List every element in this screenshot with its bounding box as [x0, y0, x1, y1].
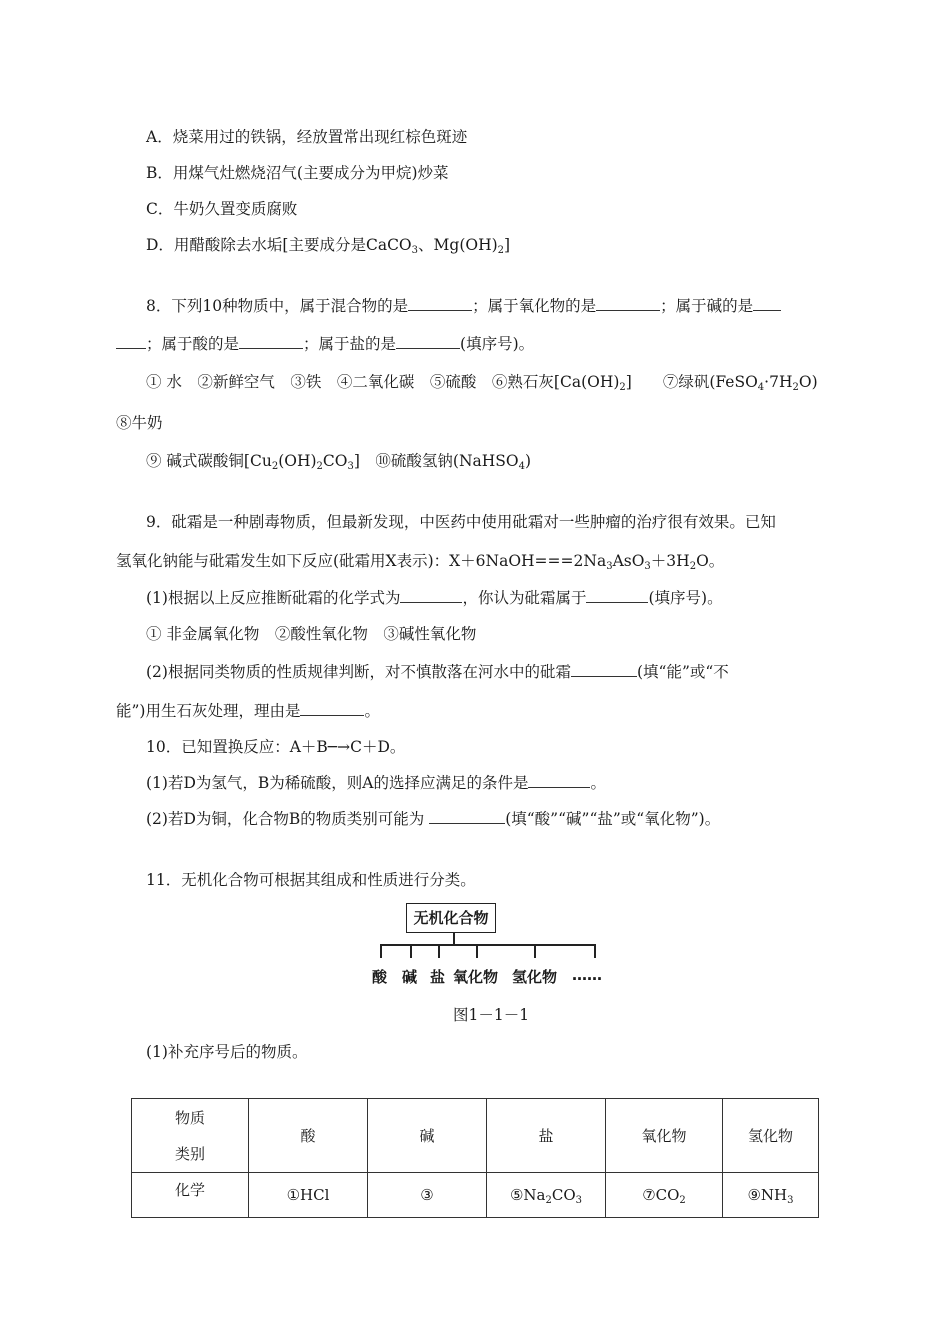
diagram-leaf-acid: 酸 — [372, 968, 388, 986]
q7-option-c: C．牛奶久置变质腐败 — [146, 200, 298, 218]
table-cell: $⑤Na_2CO_3$ — [487, 1173, 606, 1218]
figure-caption: 图1－1－1 — [453, 1006, 530, 1024]
table-cell: $⑦CO_2$ — [606, 1173, 723, 1218]
diagram-branch-tick — [380, 944, 382, 958]
diagram-branch-tick — [438, 944, 440, 958]
substance-table — [131, 1098, 819, 1218]
answer-blank[interactable] — [396, 334, 460, 349]
answer-blank[interactable] — [586, 588, 648, 603]
q10-line-1: 10．已知置换反应：A＋B─→C＋D。 — [146, 738, 406, 756]
q10-part-1: (1)若D为氢气，B为稀硫酸，则A的选择应满足的条件是 。 — [146, 774, 606, 792]
q8-items-line: ① 水 ②新鲜空气 ③铁 ④二氧化碳 ⑤硫酸 ⑥熟石灰$[Ca(OH)_2]$ ⑦绿矾$(FeSO_4\cdot 7H_2O)$ — [146, 373, 818, 393]
table-cell[interactable]: ③ — [368, 1173, 487, 1218]
q8-line-1: 8．下列10种物质中，属于混合物的是 ；属于氧化物的是 ；属于碱的是 — [146, 296, 781, 316]
q9-part-1: (1)根据以上反应推断砒霜的化学式为 ，你认为砒霜属于 (填序号)。 — [146, 589, 723, 607]
answer-blank[interactable] — [300, 701, 364, 716]
answer-blank[interactable] — [408, 296, 472, 311]
answer-blank[interactable] — [571, 662, 637, 677]
answer-blank[interactable] — [239, 334, 303, 349]
table-header-cell: 碱 — [368, 1099, 487, 1173]
diagram-root-box: 无机化合物 — [406, 903, 496, 933]
q9-line-2: 氢氧化钠能与砒霜发生如下反应(砒霜用X表示)：$X+6NaOH===2Na_3AsO_3+3H_2O$。 — [116, 552, 725, 572]
header-label-line1: 物质 — [174, 1108, 205, 1127]
answer-blank[interactable] — [528, 773, 590, 788]
q9-line-1: 9．砒霜是一种剧毒物质，但最新发现，中医药中使用砒霜对一些肿瘤的治疗很有效果。已知 — [146, 513, 776, 531]
diagram-leaf-oxide: 氧化物 — [453, 968, 499, 986]
q10-part-2: (2)若D为铜，化合物B的物质类别可能为 (填“酸”“碱”“盐”或“氧化物”)。 — [146, 810, 721, 828]
diagram-leaf-base: 碱 — [402, 968, 418, 986]
diagram-leaf-ellipsis: …… — [572, 966, 602, 984]
diagram-branch-bar — [380, 944, 595, 946]
diagram-leaf-salt: 盐 — [430, 968, 446, 986]
diagram-branch-tick — [594, 944, 596, 958]
answer-blank[interactable] — [596, 296, 660, 311]
table-header-category — [132, 1099, 249, 1173]
answer-blank[interactable] — [400, 588, 462, 603]
q9-part-2: (2)根据同类物质的性质规律判断，对不慎散落在河水中的砒霜 (填“能”或“不 — [146, 663, 729, 681]
diagram-leaf-hydride: 氢化物 — [512, 968, 558, 986]
q9-options: ① 非金属氧化物 ②酸性氧化物 ③碱性氧化物 — [146, 625, 477, 643]
answer-blank[interactable] — [753, 296, 781, 311]
table-row — [132, 1173, 819, 1218]
table-row-label: 化学 — [132, 1173, 249, 1218]
diagram-branch-tick — [410, 944, 412, 958]
table-header-cell: 氢化物 — [723, 1099, 819, 1173]
q7-option-b: B．用煤气灶燃烧沼气(主要成分为甲烷)炒菜 — [146, 164, 449, 182]
table-header-cell: 酸 — [249, 1099, 368, 1173]
answer-blank[interactable] — [429, 809, 505, 824]
diagram-branch-tick — [534, 944, 536, 958]
q8-line-2: ；属于酸的是 ；属于盐的是 (填序号)。 — [116, 334, 534, 354]
answer-blank[interactable] — [116, 334, 146, 349]
q7-option-d: D．用醋酸除去水垢[主要成分是CaCO$_3$、$Mg(OH)_2$] — [146, 236, 511, 256]
q9-part-2-cont: 能”)用生石灰处理，理由是 。 — [116, 702, 380, 720]
q8-item-8: ⑧牛奶 — [116, 414, 163, 432]
q8-items-9-10: ⑨ 碱式碳酸铜$[Cu_2(OH)_2CO_3]$ ⑩硫酸氢钠(NaHSO$_4$) — [146, 452, 532, 472]
q7-option-a: A．烧菜用过的铁锅，经放置常出现红棕色斑迹 — [146, 128, 468, 146]
table-header-cell: 盐 — [487, 1099, 606, 1173]
diagram-branch-tick — [476, 944, 478, 958]
header-label-line2: 类别 — [174, 1144, 205, 1163]
classification-diagram — [372, 902, 606, 992]
table-header-row — [132, 1099, 819, 1173]
table-cell: ①HCl — [249, 1173, 368, 1218]
q11-part-1: (1)补充序号后的物质。 — [146, 1043, 308, 1061]
table-header-cell: 氧化物 — [606, 1099, 723, 1173]
table-cell: $⑨NH_3$ — [723, 1173, 819, 1218]
q11-line-1: 11．无机化合物可根据其组成和性质进行分类。 — [146, 871, 476, 889]
